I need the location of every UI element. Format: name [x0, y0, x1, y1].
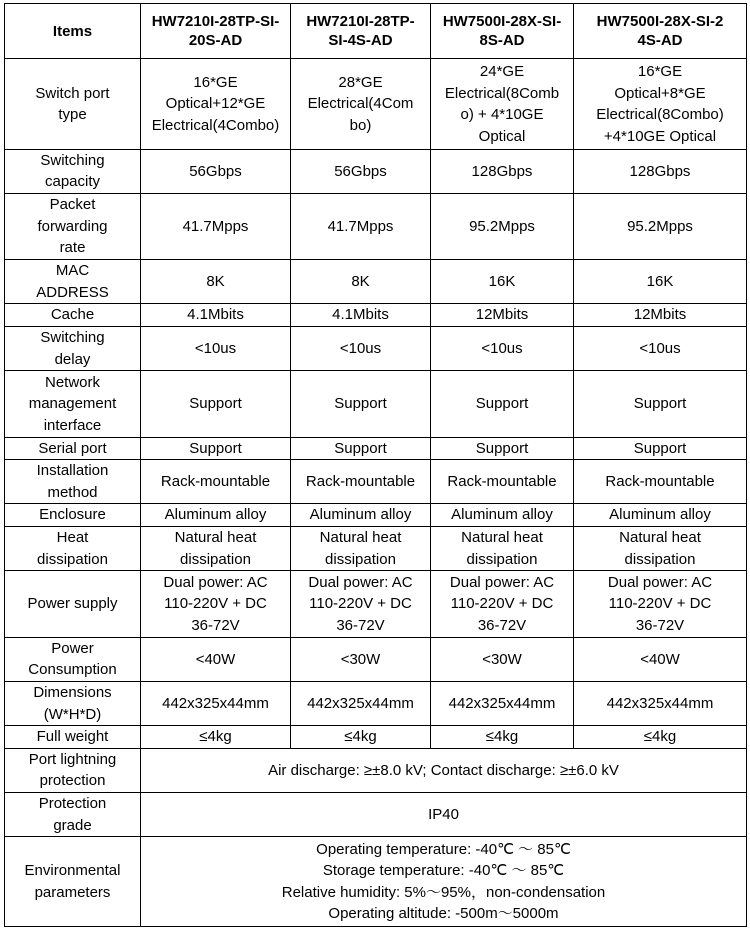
header-model-4: HW7500I-28X-SI-2 4S-AD: [574, 4, 747, 59]
value-cell-model-3: 16K: [431, 260, 574, 304]
table-row: [5, 260, 747, 304]
spec-table: [4, 3, 747, 927]
value-cell-model-4: 16K: [574, 260, 747, 304]
value-cell-model-2: Support: [291, 371, 431, 437]
header-model-2: HW7210I-28TP- SI-4S-AD: [291, 4, 431, 59]
value-cell-model-1: Natural heat dissipation: [141, 527, 291, 571]
value-cell-model-3: <10us: [431, 326, 574, 370]
value-cell-model-3: Dual power: AC 110-220V + DC 36-72V: [431, 571, 574, 637]
table-row: [5, 194, 747, 260]
row-label: Power Consumption: [5, 637, 141, 681]
value-cell-model-4: 95.2Mpps: [574, 194, 747, 260]
table-row: [5, 326, 747, 370]
row-label: Full weight: [5, 726, 141, 749]
row-label: Network management interface: [5, 371, 141, 437]
row-label: Switch port type: [5, 59, 141, 150]
row-label: Cache: [5, 304, 141, 327]
value-cell-model-4: 16*GE Optical+8*GE Electrical(8Combo) +4*10GE Optical: [574, 59, 747, 150]
value-cell-model-1: <10us: [141, 326, 291, 370]
header-model-3: HW7500I-28X-SI- 8S-AD: [431, 4, 574, 59]
value-cell-model-3: <30W: [431, 637, 574, 681]
merged-value-cell: Air discharge: ≥±8.0 kV; Contact discharge: ≥±6.0 kV: [141, 748, 747, 792]
row-label: Environmental parameters: [5, 837, 141, 927]
header-model-1: HW7210I-28TP-SI- 20S-AD: [141, 4, 291, 59]
value-cell-model-2: Support: [291, 437, 431, 460]
row-label: Installation method: [5, 460, 141, 504]
table-row: [5, 149, 747, 193]
value-cell-model-1: 41.7Mpps: [141, 194, 291, 260]
row-label: Enclosure: [5, 504, 141, 527]
value-cell-model-3: 442x325x44mm: [431, 681, 574, 725]
value-cell-model-3: 128Gbps: [431, 149, 574, 193]
row-label: MAC ADDRESS: [5, 260, 141, 304]
value-cell-model-1: Aluminum alloy: [141, 504, 291, 527]
value-cell-model-2: 28*GE Electrical(4Com bo): [291, 59, 431, 150]
value-cell-model-1: 4.1Mbits: [141, 304, 291, 327]
value-cell-model-2: 4.1Mbits: [291, 304, 431, 327]
merged-value-cell: IP40: [141, 793, 747, 837]
table-row: [5, 793, 747, 837]
value-cell-model-1: 16*GE Optical+12*GE Electrical(4Combo): [141, 59, 291, 150]
table-row: [5, 304, 747, 327]
value-cell-model-1: 56Gbps: [141, 149, 291, 193]
value-cell-model-4: Aluminum alloy: [574, 504, 747, 527]
value-cell-model-4: 128Gbps: [574, 149, 747, 193]
value-cell-model-2: ≤4kg: [291, 726, 431, 749]
value-cell-model-4: 442x325x44mm: [574, 681, 747, 725]
value-cell-model-3: ≤4kg: [431, 726, 574, 749]
merged-value-cell: Operating temperature: -40℃ ～ 85℃ Storage temperature: -40℃ ～ 85℃ Relative humidity: 5%～95%，non-condensation Operating altitude: -500m～5000m: [141, 837, 747, 927]
header-items: Items: [5, 4, 141, 59]
value-cell-model-3: Support: [431, 371, 574, 437]
table-row: [5, 437, 747, 460]
value-cell-model-2: 442x325x44mm: [291, 681, 431, 725]
value-cell-model-3: Aluminum alloy: [431, 504, 574, 527]
value-cell-model-1: ≤4kg: [141, 726, 291, 749]
value-cell-model-4: Rack-mountable: [574, 460, 747, 504]
table-row: [5, 571, 747, 637]
row-label: Power supply: [5, 571, 141, 637]
row-label: Packet forwarding rate: [5, 194, 141, 260]
value-cell-model-4: <40W: [574, 637, 747, 681]
value-cell-model-3: 12Mbits: [431, 304, 574, 327]
value-cell-model-2: Dual power: AC 110-220V + DC 36-72V: [291, 571, 431, 637]
value-cell-model-1: Dual power: AC 110-220V + DC 36-72V: [141, 571, 291, 637]
value-cell-model-1: 442x325x44mm: [141, 681, 291, 725]
value-cell-model-4: Natural heat dissipation: [574, 527, 747, 571]
table-row: [5, 726, 747, 749]
value-cell-model-3: 95.2Mpps: [431, 194, 574, 260]
row-label: Dimensions (W*H*D): [5, 681, 141, 725]
value-cell-model-2: Rack-mountable: [291, 460, 431, 504]
table-row: [5, 527, 747, 571]
table-row: [5, 637, 747, 681]
value-cell-model-2: 8K: [291, 260, 431, 304]
value-cell-model-2: Aluminum alloy: [291, 504, 431, 527]
value-cell-model-1: <40W: [141, 637, 291, 681]
table-row: [5, 460, 747, 504]
table-row: [5, 681, 747, 725]
value-cell-model-4: ≤4kg: [574, 726, 747, 749]
value-cell-model-2: <10us: [291, 326, 431, 370]
table-row: [5, 59, 747, 150]
spec-table-body: [5, 4, 747, 927]
row-label: Protection grade: [5, 793, 141, 837]
value-cell-model-1: Support: [141, 371, 291, 437]
value-cell-model-2: <30W: [291, 637, 431, 681]
header-row: [5, 4, 747, 59]
value-cell-model-4: Support: [574, 437, 747, 460]
table-row: [5, 837, 747, 927]
table-row: [5, 504, 747, 527]
table-row: [5, 371, 747, 437]
value-cell-model-3: Natural heat dissipation: [431, 527, 574, 571]
value-cell-model-4: 12Mbits: [574, 304, 747, 327]
row-label: Switching capacity: [5, 149, 141, 193]
row-label: Heat dissipation: [5, 527, 141, 571]
value-cell-model-4: Support: [574, 371, 747, 437]
row-label: Serial port: [5, 437, 141, 460]
value-cell-model-4: Dual power: AC 110-220V + DC 36-72V: [574, 571, 747, 637]
row-label: Switching delay: [5, 326, 141, 370]
table-row: [5, 748, 747, 792]
value-cell-model-3: Support: [431, 437, 574, 460]
value-cell-model-1: Support: [141, 437, 291, 460]
value-cell-model-2: Natural heat dissipation: [291, 527, 431, 571]
value-cell-model-1: 8K: [141, 260, 291, 304]
value-cell-model-2: 41.7Mpps: [291, 194, 431, 260]
value-cell-model-1: Rack-mountable: [141, 460, 291, 504]
value-cell-model-3: Rack-mountable: [431, 460, 574, 504]
value-cell-model-2: 56Gbps: [291, 149, 431, 193]
value-cell-model-4: <10us: [574, 326, 747, 370]
value-cell-model-3: 24*GE Electrical(8Comb o) + 4*10GE Optical: [431, 59, 574, 150]
row-label: Port lightning protection: [5, 748, 141, 792]
